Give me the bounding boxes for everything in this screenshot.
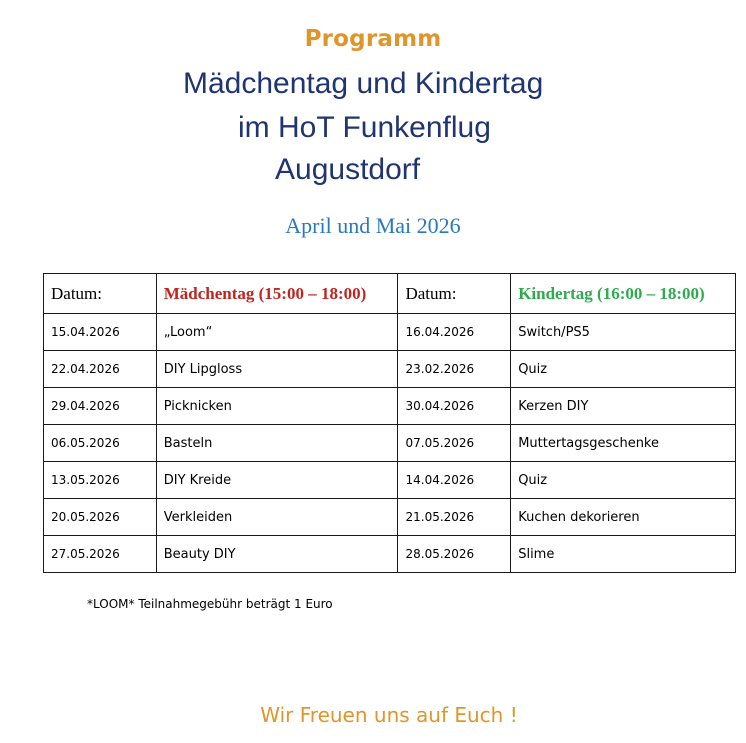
kindertag-activity-cell: Kerzen DIY [511, 388, 736, 425]
kindertag-date-cell: 23.02.2026 [398, 351, 511, 388]
kindertag-date-cell: 28.05.2026 [398, 536, 511, 573]
kindertag-activity-cell: Slime [511, 536, 736, 573]
table-row [44, 425, 736, 462]
header-date-kindertag: Datum: [398, 274, 511, 314]
program-kicker: Programm [304, 26, 442, 52]
kindertag-date-cell: 16.04.2026 [398, 314, 511, 351]
kindertag-activity-cell: Quiz [511, 351, 736, 388]
kindertag-date-cell: 07.05.2026 [398, 425, 511, 462]
maedchentag-activity-cell: DIY Kreide [156, 462, 398, 499]
maedchentag-activity-cell: DIY Lipgloss [156, 351, 398, 388]
maedchentag-activity-cell: Picknicken [156, 388, 398, 425]
title-line-3: Augustdorf [275, 153, 421, 186]
title-line-1: Mädchentag und Kindertag [183, 67, 544, 100]
maedchentag-date-cell: 29.04.2026 [44, 388, 157, 425]
kindertag-activity-cell: Kuchen dekorieren [511, 499, 736, 536]
maedchentag-activity-cell: Basteln [156, 425, 398, 462]
maedchentag-activity-cell: Beauty DIY [156, 536, 398, 573]
table-row [44, 351, 736, 388]
maedchentag-activity-cell: „Loom“ [156, 314, 398, 351]
maedchentag-date-cell: 20.05.2026 [44, 499, 157, 536]
table-row [44, 388, 736, 425]
table-row [44, 536, 736, 573]
kindertag-activity-cell: Muttertagsgeschenke [511, 425, 736, 462]
kindertag-activity-cell: Switch/PS5 [511, 314, 736, 351]
title-line-2: im HoT Funkenflug [238, 111, 491, 144]
table-row [44, 314, 736, 351]
kindertag-date-cell: 14.04.2026 [398, 462, 511, 499]
header-maedchentag: Mädchentag (15:00 – 18:00) [156, 274, 398, 314]
kindertag-date-cell: 21.05.2026 [398, 499, 511, 536]
header-date-maedchentag: Datum: [44, 274, 157, 314]
maedchentag-date-cell: 15.04.2026 [44, 314, 157, 351]
maedchentag-date-cell: 13.05.2026 [44, 462, 157, 499]
loom-fee-footnote: *LOOM* Teilnahmegebühr beträgt 1 Euro [87, 597, 333, 611]
date-range-subtitle: April und Mai 2026 [285, 213, 461, 238]
table-row [44, 462, 736, 499]
schedule-table [43, 273, 736, 573]
kindertag-activity-cell: Quiz [511, 462, 736, 499]
maedchentag-date-cell: 27.05.2026 [44, 536, 157, 573]
header-kindertag: Kindertag (16:00 – 18:00) [511, 274, 736, 314]
maedchentag-date-cell: 06.05.2026 [44, 425, 157, 462]
maedchentag-date-cell: 22.04.2026 [44, 351, 157, 388]
kindertag-date-cell: 30.04.2026 [398, 388, 511, 425]
maedchentag-activity-cell: Verkleiden [156, 499, 398, 536]
table-row [44, 499, 736, 536]
closing-message: Wir Freuen uns auf Euch ! [260, 703, 518, 727]
table-header-row [44, 274, 736, 314]
